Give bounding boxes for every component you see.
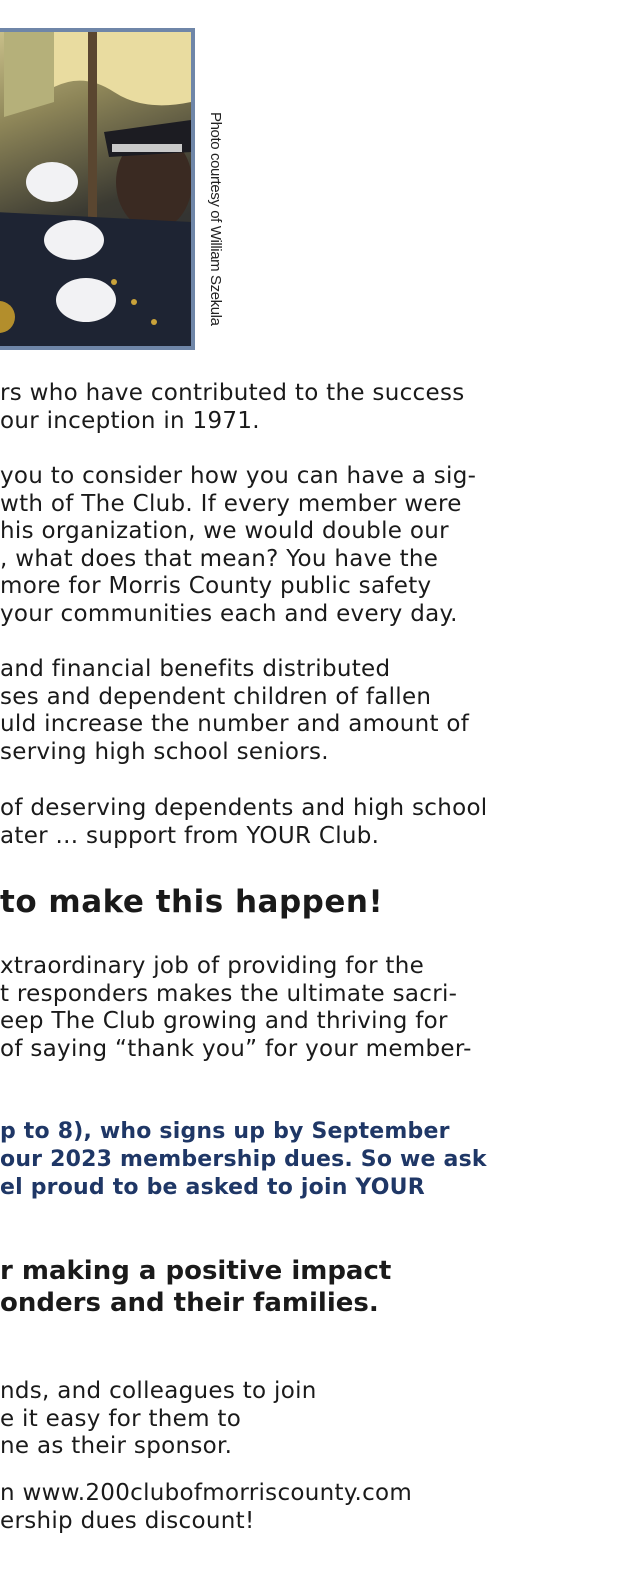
text-line: our inception in 1971.	[0, 407, 260, 434]
impact-statement	[0, 1255, 391, 1319]
section-heading: to make this happen!	[0, 884, 384, 920]
text-line: n www.200clubofmorriscounty.com	[0, 1480, 413, 1506]
text-line: ater ... support from YOUR Club.	[0, 822, 380, 849]
paragraph-contributors	[0, 380, 465, 435]
text-line: our 2023 membership dues. So we ask	[0, 1147, 487, 1172]
honor-guard-photo	[0, 28, 195, 350]
paragraph-dependents	[0, 795, 488, 850]
paragraph-invite	[0, 1378, 317, 1461]
text-line: onders and their families.	[0, 1288, 379, 1318]
text-line: , what does that mean? You have the	[0, 545, 439, 572]
paragraph-benefits	[0, 656, 469, 766]
text-line: and financial benefits distributed	[0, 656, 391, 682]
paragraph-thank-you	[0, 953, 472, 1063]
text-line: ne as their sponsor.	[0, 1433, 233, 1460]
text-line: nds, and colleagues to join	[0, 1378, 317, 1404]
text-line: more for Morris County public safety	[0, 573, 432, 600]
text-line: el proud to be asked to join YOUR	[0, 1175, 425, 1200]
text-line: rs who have contributed to the success	[0, 380, 465, 406]
membership-offer	[0, 1118, 487, 1202]
paragraph-website	[0, 1480, 412, 1535]
text-line: ership dues discount!	[0, 1507, 255, 1534]
text-line: uld increase the number and amount of	[0, 711, 470, 738]
text-line: of deserving dependents and high school	[0, 795, 488, 821]
text-line: xtraordinary job of providing for the	[0, 953, 425, 979]
paragraph-growth	[0, 463, 476, 629]
text-line: t responders makes the ultimate sacri-	[0, 980, 458, 1007]
text-line: p to 8), who signs up by September	[0, 1119, 450, 1144]
text-line: his organization, we would double our	[0, 518, 449, 545]
text-line: e it easy for them to	[0, 1405, 242, 1432]
text-line: serving high school seniors.	[0, 738, 329, 765]
text-line: eep The Club growing and thriving for	[0, 1008, 448, 1035]
photo-credit: Photo courtesy of William Szekula	[207, 112, 224, 326]
text-line: of saying “thank you” for your member-	[0, 1035, 472, 1062]
text-line: your communities each and every day.	[0, 600, 458, 627]
text-line: you to consider how you can have a sig-	[0, 463, 477, 489]
honor-guard-illustration	[0, 32, 191, 346]
text-line: ses and dependent children of fallen	[0, 683, 432, 710]
text-line: r making a positive impact	[0, 1256, 392, 1286]
text-line: wth of The Club. If every member were	[0, 490, 462, 517]
